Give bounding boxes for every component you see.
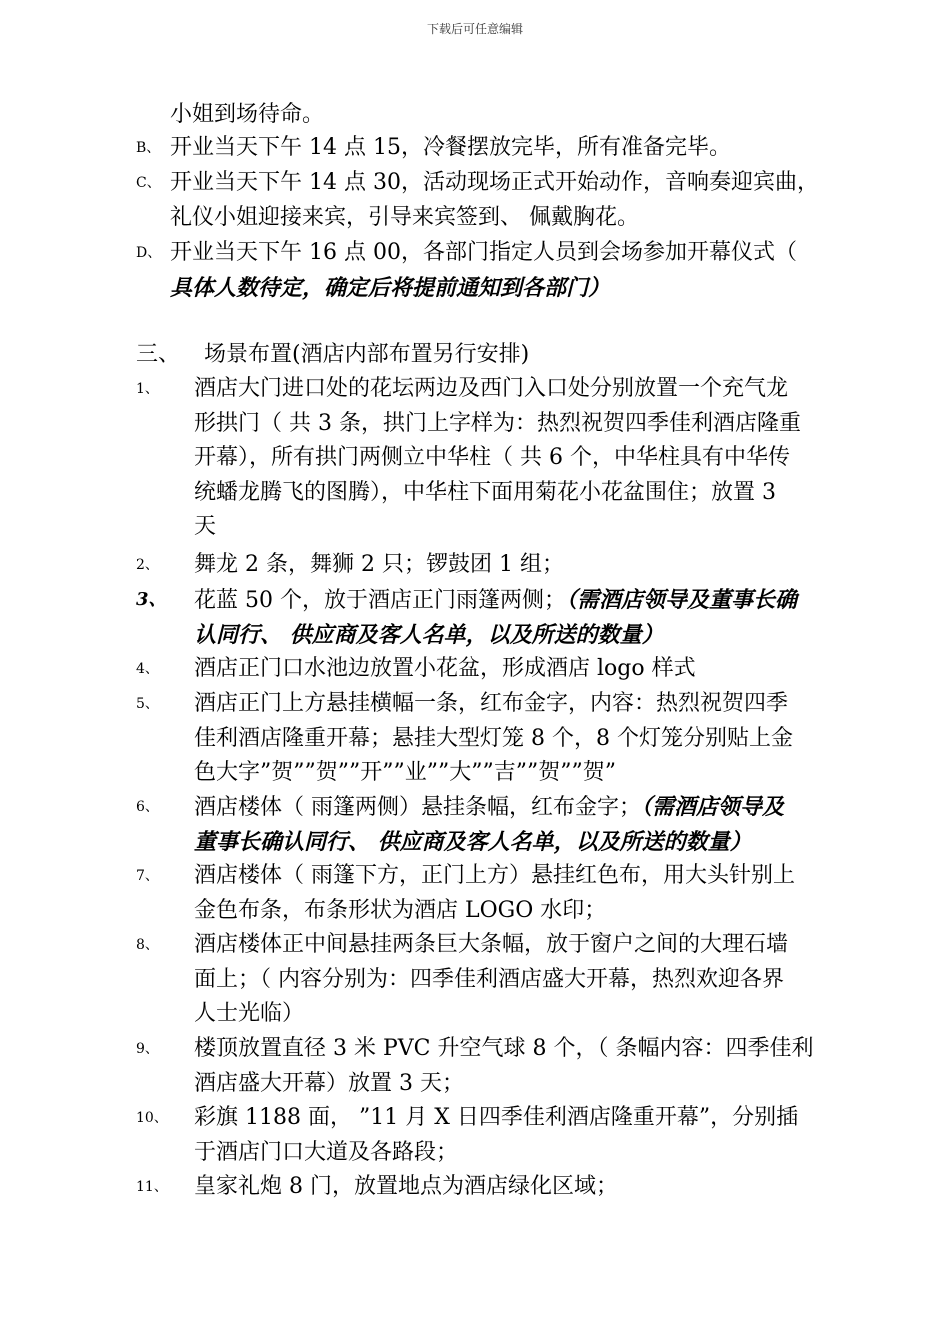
item-line [194, 758, 616, 788]
item-line-text: 于酒店门口大道及各路段； [194, 1139, 459, 1165]
item-line-text: 色大字”贺””贺””开””业””大””吉””贺””贺” [194, 760, 616, 785]
event-label: C、 [136, 175, 161, 191]
item-label: 2、 [136, 557, 159, 573]
item-line [194, 1103, 798, 1133]
item-line-text: 花蓝 50 个，放于酒店正门雨篷两侧； [194, 588, 566, 613]
event-line-text: 开业当天下午 16 点 00，各部门指定人员到会场参加开幕仪式（ [170, 240, 797, 265]
item-label: 3、 [136, 589, 167, 610]
section-label: 三、 [136, 342, 181, 367]
item-line [194, 999, 304, 1029]
item-line-note: （需酒店领导及 [641, 794, 785, 820]
item-label: 1、 [136, 381, 159, 397]
item-line [194, 792, 784, 823]
item-line-text: 酒店盛大开幕）放置 3 天； [194, 1070, 464, 1096]
item-label: 8、 [136, 937, 159, 953]
item-line-text: 皇家礼炮 8 门，放置地点为酒店绿化区域； [194, 1174, 618, 1199]
event-line-text: 具体人数待定，确定后将提前通知到各部门） [170, 274, 611, 301]
item-line [194, 1069, 464, 1099]
item-line [194, 409, 801, 439]
event-line-text: 开业当天下午 14 点 15，冷餐摆放完毕，所有准备完毕。 [170, 135, 731, 160]
event-line [170, 133, 731, 163]
continuation-line: 小姐到场待命。 [170, 102, 325, 127]
item-line [194, 861, 795, 891]
item-line-note: （需酒店领导及董事长确 [565, 587, 797, 613]
item-line-text: 酒店楼体正中间悬挂两条巨大条幅，放于窗户之间的大理石墙 [194, 932, 789, 957]
event-line-text: 礼仪小姐迎接来宾，引导来宾签到、 佩戴胸花。 [170, 204, 639, 230]
item-line [194, 724, 793, 754]
item-line-text: 形拱门（ 共 3 条，拱门上字样为：热烈祝贺四季佳利酒店隆重 [194, 410, 801, 436]
item-line-text: 人士光临） [194, 1001, 305, 1026]
item-line [194, 689, 788, 719]
item-line [194, 374, 788, 404]
item-label: 4、 [136, 661, 159, 677]
item-label: 10、 [136, 1110, 168, 1126]
item-line-text: 天 [194, 514, 217, 539]
item-label: 5、 [136, 696, 159, 712]
item-line-text: 开幕），所有拱门两侧立中华柱（ 共 6 个，中华柱具有中华传 [194, 445, 790, 470]
item-label: 11、 [136, 1179, 168, 1195]
item-label: 7、 [136, 868, 159, 884]
event-label: B、 [136, 140, 161, 156]
event-line [170, 168, 819, 198]
section-title: 场景布置(酒店内部布置另行安排) [204, 342, 530, 367]
event-label: D、 [136, 245, 162, 261]
item-line-text: 酒店正门口水池边放置小花盆，形成酒店 logo 样式 [194, 656, 696, 681]
item-line [194, 512, 216, 542]
event-line [170, 203, 639, 233]
item-line-text: 酒店大门进口处的花坛两边及西门入口处分别放置一个充气龙 [194, 376, 789, 401]
item-line-text: 董事长确认同行、 供应商及客人名单，以及所送的数量） [194, 828, 752, 855]
item-line [194, 443, 790, 473]
item-line [194, 930, 788, 960]
item-line-text: 面上；（ 内容分别为：四季佳利酒店盛大开幕，热烈欢迎各界 [194, 966, 784, 992]
item-line [194, 1034, 813, 1064]
item-line-text: 酒店楼体（ 雨篷下方，正门上方）悬挂红色布，用大头针别上 [194, 863, 795, 888]
event-line-text: 开业当天下午 14 点 30，活动现场正式开始动作，音响奏迎宾曲， [170, 170, 819, 195]
event-line [170, 273, 610, 303]
item-line [194, 896, 606, 926]
item-line-text: 酒店楼体（ 雨篷两侧）悬挂条幅，红布金字； [194, 795, 641, 820]
item-line [194, 550, 564, 580]
item-line [194, 654, 696, 684]
item-line [194, 827, 752, 857]
page-header: 下载后可任意编辑 [426, 22, 523, 36]
item-line [194, 478, 776, 508]
item-line-text: 酒店正门上方悬挂横幅一条，红布金字，内容：热烈祝贺四季 [194, 691, 789, 716]
item-line [194, 1172, 618, 1202]
item-line [194, 585, 797, 616]
item-line-text: 认同行、 供应商及客人名单，以及所送的数量） [194, 621, 664, 648]
event-line [170, 238, 797, 268]
item-line-text: 楼顶放置直径 3 米 PVC 升空气球 8 个，（ 条幅内容：四季佳利 [194, 1036, 814, 1061]
item-line [194, 1138, 458, 1168]
item-line-text: 佳利酒店隆重开幕；悬挂大型灯笼 8 个，8 个灯笼分别贴上金 [194, 725, 793, 751]
item-line-text: 统蟠龙腾飞的图腾），中华柱下面用菊花小花盆围住；放置 3 [194, 479, 776, 505]
item-line-text: 舞龙 2 条，舞狮 2 只；锣鼓团 1 组； [194, 552, 564, 577]
item-label: 6、 [136, 799, 159, 815]
item-line-text: 金色布条，布条形状为酒店 LOGO 水印； [194, 897, 607, 923]
item-line [194, 620, 664, 650]
item-line-text: 彩旗 1188 面， ”11 月 X 日四季佳利酒店隆重开幕”，分别插 [194, 1105, 799, 1130]
item-line [194, 965, 784, 995]
item-label: 9、 [136, 1041, 159, 1057]
